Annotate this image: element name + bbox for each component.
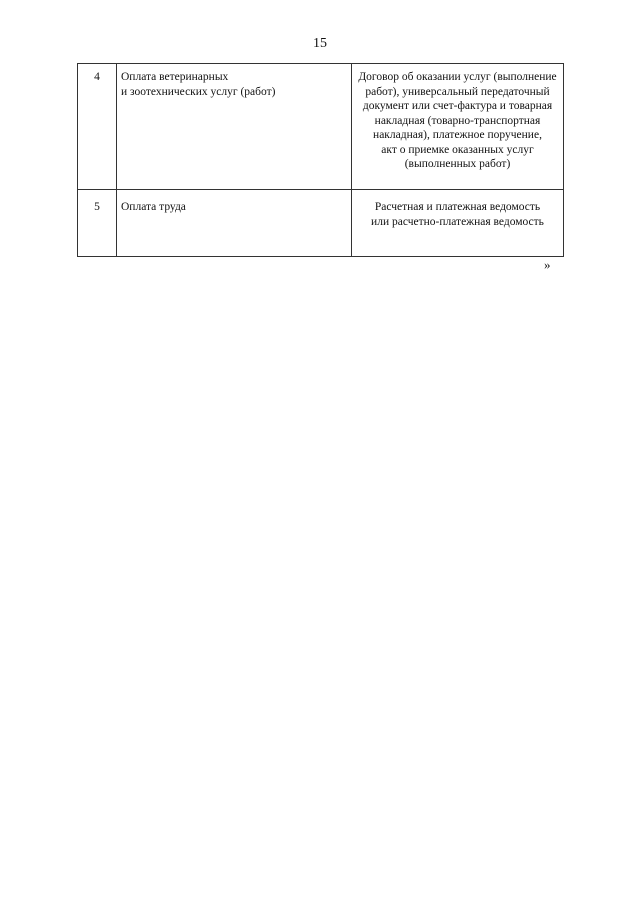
page-number: 15: [313, 36, 327, 51]
documents-text: Договор об оказании услуг (выполнение работ), универсальный передаточный документ или счет-фактура и товарная накладная (товарно-транспортная накладная), платежное поручение, акт о приемке оказанных услуг (выполненных работ): [358, 71, 557, 170]
documents-cell: [352, 190, 564, 257]
documents-cell: [352, 64, 564, 190]
documents-text: Расчетная и платежная ведомость или расчетно-платежная ведомость: [371, 201, 544, 228]
row-number-cell: [78, 64, 117, 190]
row-number-cell: [78, 190, 117, 257]
closing-quote-mark: »: [544, 257, 551, 272]
table-row: [78, 190, 564, 257]
row-number: 4: [94, 71, 100, 83]
payment-name: Оплата труда: [121, 201, 186, 213]
document-table: [77, 63, 564, 257]
payment-name-cell: [117, 190, 352, 257]
row-number: 5: [94, 201, 100, 213]
payment-name: Оплата ветеринарных и зоотехнических услуг (работ): [121, 71, 276, 98]
table-row: [78, 64, 564, 190]
payment-name-cell: [117, 64, 352, 190]
